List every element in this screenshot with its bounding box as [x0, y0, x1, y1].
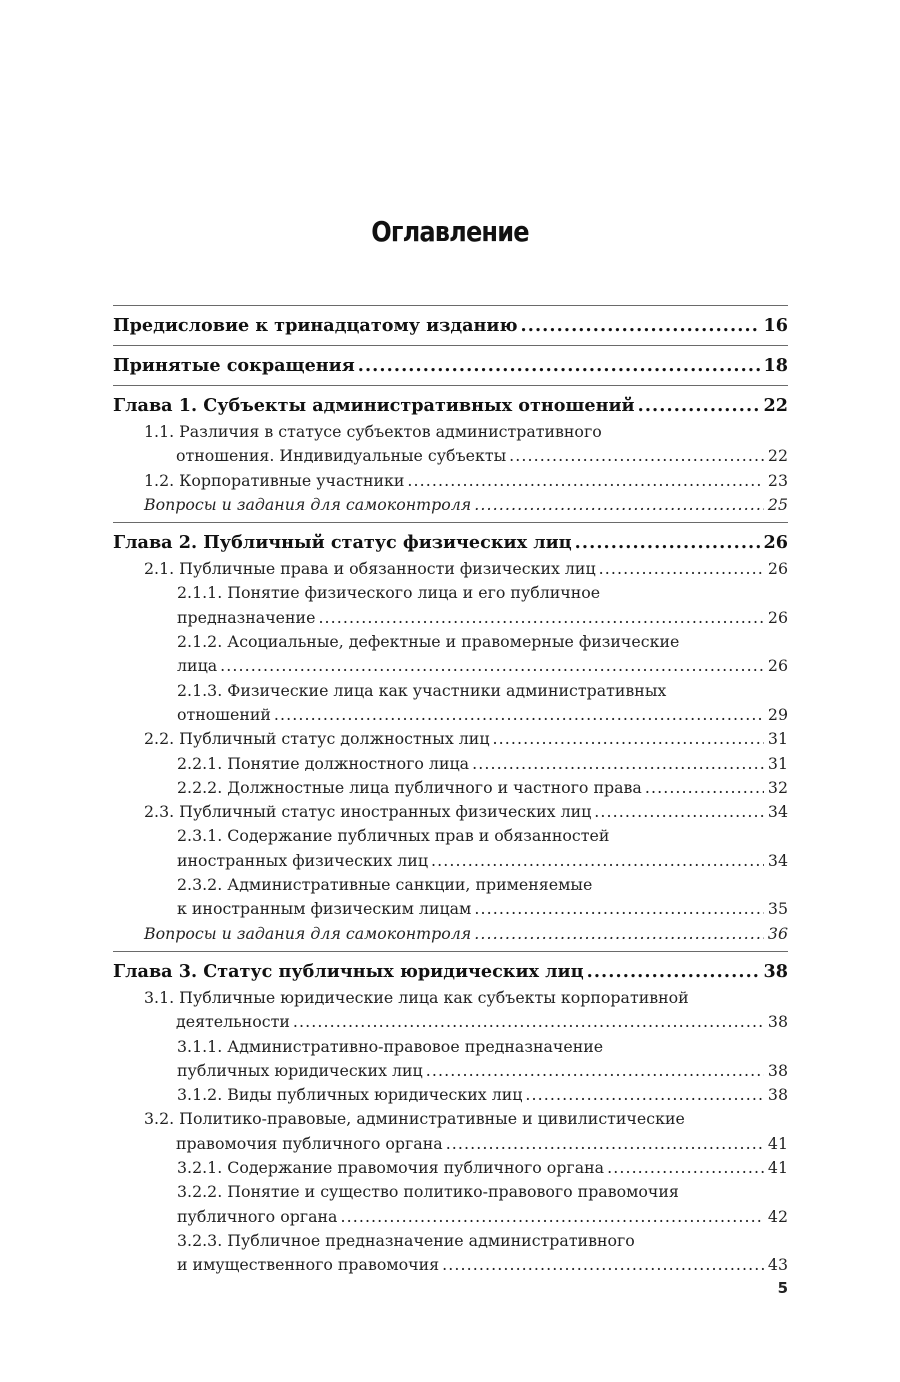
toc-entry-title-line: 3.2.1. Содержание правомочия публичного органа — [177, 1158, 605, 1178]
toc-page-number: 29 — [767, 704, 788, 724]
dot-leader — [474, 922, 764, 946]
toc-entry-title-line: Вопросы и задания для самоконтроля — [144, 923, 472, 943]
toc-entry-title-line: Принятые сокращения — [113, 355, 355, 376]
dot-leader — [407, 469, 763, 493]
toc-entry-title-line: лица — [177, 656, 218, 676]
toc-entry-title-line: 1.2. Корпоративные участники — [144, 470, 405, 490]
toc-entry-title-line: иностранных физических лиц — [177, 850, 428, 870]
toc-page-number: 26 — [767, 656, 788, 676]
toc-page-number: 34 — [767, 850, 788, 870]
table-of-contents — [113, 305, 788, 1278]
toc-entry-title-line: отношения. Индивидуальные субъекты — [176, 446, 507, 466]
toc-page-number: 36 — [767, 923, 788, 943]
dot-leader — [293, 1010, 764, 1034]
dot-leader — [521, 312, 760, 340]
toc-chapter-entry[interactable] — [113, 392, 788, 420]
toc-entry-title-line: отношений — [177, 704, 271, 724]
dot-leader — [274, 703, 764, 727]
toc-entry-title-line: 1.1. Различия в статусе субъектов административного — [144, 422, 602, 441]
dot-leader — [594, 800, 764, 824]
toc-page-number: 38 — [767, 1060, 788, 1080]
dot-leader — [599, 557, 764, 581]
toc-entry-title-line: Предисловие к тринадцатому изданию — [113, 315, 518, 336]
toc-subsection-entry[interactable] — [113, 824, 788, 873]
toc-entry-title-line: 2.3.2. Административные санкции, применяемые — [177, 875, 593, 895]
toc-entry-title-line: 2.1.2. Асоциальные, дефектные и правомерные физические — [177, 632, 680, 652]
section-divider — [113, 522, 788, 523]
toc-chapter-entry[interactable] — [113, 529, 788, 557]
dot-leader — [340, 1205, 763, 1229]
toc-entry-title-line: 2.1.1. Понятие физического лица и его публичное — [177, 583, 601, 603]
dot-leader — [509, 444, 764, 468]
section-divider — [113, 345, 788, 346]
toc-page-number: 41 — [767, 1133, 788, 1153]
toc-subsection-entry[interactable] — [113, 1083, 788, 1107]
toc-section-entry[interactable] — [113, 727, 788, 751]
toc-page-number: 38 — [763, 960, 788, 982]
toc-page-number: 42 — [767, 1206, 788, 1226]
toc-subsection-entry[interactable] — [113, 1035, 788, 1084]
dot-leader — [607, 1156, 764, 1180]
toc-subsection-entry[interactable] — [113, 1229, 788, 1278]
toc-entry-title-line: правомочия публичного органа — [176, 1133, 443, 1153]
toc-entry-title-line: 2.1.3. Физические лица как участники административных — [177, 680, 667, 700]
dot-leader — [493, 727, 764, 751]
dot-leader — [645, 776, 764, 800]
toc-entry-title-line: 2.1. Публичные права и обязанности физических лиц — [144, 559, 596, 579]
toc-entry-title-line: 3.1.1. Административно-правовое предназначение — [177, 1036, 604, 1056]
toc-page-number: 35 — [767, 899, 788, 919]
toc-section-entry[interactable] — [113, 800, 788, 824]
toc-entry-title-line: 2.3.1. Содержание публичных прав и обязанностей — [177, 826, 610, 846]
toc-entry-title-line: 3.1.2. Виды публичных юридических лиц — [177, 1085, 523, 1105]
toc-subsection-entry[interactable] — [113, 873, 788, 922]
toc-entry-title-line: 2.3. Публичный статус иностранных физических лиц — [144, 802, 592, 822]
toc-entry-title-line: и имущественного правомочия — [177, 1255, 440, 1275]
dot-leader — [426, 1059, 764, 1083]
toc-entry-title-line: 3.1. Публичные юридические лица как субъекты корпоративной — [144, 987, 689, 1007]
dot-leader — [474, 897, 764, 921]
toc-subsection-entry[interactable] — [113, 1156, 788, 1180]
page-title: Оглавление — [371, 215, 529, 248]
toc-chapter-entry[interactable] — [113, 312, 788, 340]
toc-chapter-entry[interactable] — [113, 958, 788, 986]
dot-leader — [446, 1132, 764, 1156]
toc-section-entry[interactable] — [113, 420, 788, 469]
toc-entry-title-line: Глава 1. Субъекты административных отношений — [113, 395, 635, 416]
toc-section-entry[interactable] — [113, 469, 788, 493]
section-divider — [113, 951, 788, 952]
toc-page-number: 18 — [763, 355, 788, 376]
section-divider — [113, 305, 788, 306]
toc-section-entry[interactable] — [113, 557, 788, 581]
toc-page-number: 22 — [767, 446, 788, 466]
toc-entry-title-line: публичных юридических лиц — [177, 1060, 423, 1080]
dot-leader — [442, 1253, 764, 1277]
toc-page-number: 26 — [763, 532, 788, 554]
toc-entry-title-line: 3.2. Политико-правовые, административные и цивилистические — [144, 1109, 685, 1129]
dot-leader — [575, 529, 760, 557]
toc-section-entry[interactable] — [113, 1107, 788, 1156]
dot-leader — [638, 392, 760, 420]
toc-page-number: 38 — [767, 1085, 788, 1105]
toc-page-number: 41 — [767, 1158, 788, 1178]
toc-entry-title-line: деятельности — [176, 1012, 290, 1032]
toc-subsection-entry[interactable] — [113, 1180, 788, 1229]
toc-page-number: 43 — [767, 1255, 788, 1275]
dot-leader — [474, 493, 764, 517]
toc-page-number: 32 — [767, 777, 788, 797]
toc-section-entry[interactable] — [113, 922, 788, 946]
section-divider — [113, 385, 788, 386]
toc-entry-title-line: Глава 3. Статус публичных юридических лиц — [113, 960, 584, 982]
toc-page-number: 26 — [767, 607, 788, 627]
toc-subsection-entry[interactable] — [113, 581, 788, 630]
page-number: 5 — [777, 1279, 788, 1297]
toc-entry-title-line: 3.2.2. Понятие и существо политико-правового правомочия — [177, 1182, 679, 1202]
toc-page-number: 26 — [767, 559, 788, 579]
toc-entry-title-line: Глава 2. Публичный статус физических лиц — [113, 532, 572, 554]
toc-subsection-entry[interactable] — [113, 679, 788, 728]
dot-leader — [318, 606, 763, 630]
toc-entry-title-line: 2.2.2. Должностные лица публичного и частного права — [177, 777, 642, 797]
toc-entry-title-line: 3.2.3. Публичное предназначение административного — [177, 1230, 635, 1250]
toc-page-number: 16 — [763, 315, 788, 336]
toc-entry-title-line: Вопросы и задания для самоконтроля — [144, 494, 472, 514]
toc-subsection-entry[interactable] — [113, 752, 788, 776]
toc-entry-title-line: 2.2.1. Понятие должностного лица — [177, 753, 470, 773]
toc-page-number: 31 — [767, 729, 788, 749]
toc-entry-title-line: 2.2. Публичный статус должностных лиц — [144, 729, 490, 749]
dot-leader — [431, 849, 764, 873]
toc-chapter-entry[interactable] — [113, 352, 788, 380]
dot-leader — [525, 1083, 763, 1107]
toc-page-number: 25 — [767, 494, 788, 514]
toc-entry-title-line: предназначение — [177, 607, 316, 627]
toc-entry-title-line: к иностранным физическим лицам — [177, 899, 472, 919]
dot-leader — [472, 752, 764, 776]
toc-section-entry[interactable] — [113, 986, 788, 1035]
toc-section-entry[interactable] — [113, 493, 788, 517]
toc-page-number: 34 — [767, 802, 788, 822]
toc-page-number: 22 — [763, 395, 788, 416]
toc-subsection-entry[interactable] — [113, 776, 788, 800]
toc-page-number: 31 — [767, 753, 788, 773]
dot-leader — [587, 958, 760, 986]
toc-entry-title-line: публичного органа — [177, 1206, 338, 1226]
toc-page-number: 23 — [767, 470, 788, 490]
toc-page-number: 38 — [767, 1012, 788, 1032]
dot-leader — [358, 352, 760, 380]
dot-leader — [220, 654, 764, 678]
toc-subsection-entry[interactable] — [113, 630, 788, 679]
